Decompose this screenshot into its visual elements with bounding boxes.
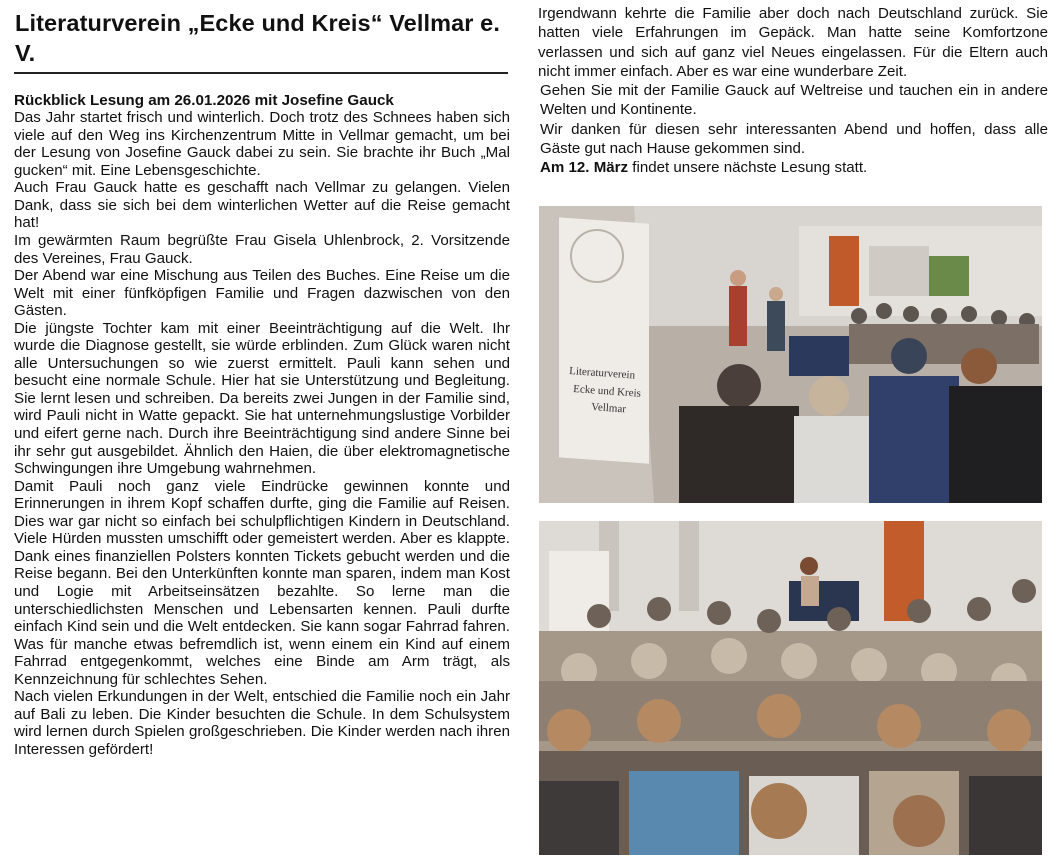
paragraph-travel: Damit Pauli noch ganz viele Eindrücke gewinnen konnte und Erinnerungen in ihrem Kopf schaffen durfte, ging die Familie auf Reisen. Dies war gar nicht so einfach bei schulpflichtigen Kindern in Deutschland. Viele Hürden mussten umschifft oder gemeistert werden. Aber es klappte. Dank eines finanziellen Polsters konnten Tickets gebucht werden und die Reise begann. Bei den Unterkünften konnte man sparen, indem man Kost und Logie mit Arbeitseinsätzen bezahlte. So lerne man die unterschiedlichsten Menschen und Lebensarten kennen. Pauli durfte einfach Kind sein und die Welt entdecken. Sie kann sogar Fahrrad fahren. Was für manche etwas befremdlich ist, wenn einem ein Kind auf einem Fahrrad entgegenkommt, welches eine Binde am Arm trägt, als Kennzeichnung für schlechtes Sehen. [14,477,510,688]
paragraph-evening: Der Abend war eine Mischung aus Teilen des Buches. Eine Reise um die Welt mit einer fünfköpfigen Familie und Fragen dazwischen von den Gästen. [14,267,510,320]
next-reading-date: Am 12. März [540,159,629,177]
paragraph-return: Irgendwann kehrte die Familie aber doch nach Deutschland zurück. Sie hatten viele Erfahrungen im Gepäck. Man hatte seine Komfortzone verlassen und sich auf ganz viel Neues eingelassen. Für die Eltern auch nicht immer einfach. Aber es war eine wunderbare Zeit. [538,5,1048,80]
photo-audience-closeup [539,521,1042,855]
paragraph-intro: Das Jahr startet frisch und winterlich. Doch trotz des Schnees haben sich viele auf den Weg ins Kirchenzentrum Mitte in Vellmar gemacht, um bei der Lesung von Josefine Gauck dabei zu sein. Sie brachte ihr Buch „Mal gucken“ mit. Eine Lebensgeschichte. [14,109,510,179]
paragraph-gratitude: Wir danken für diesen sehr interessanten Abend und hoffen, dass alle Gäste gut nach Hause gekommen sind. [540,120,1048,158]
article-body-left [14,109,510,758]
svg-text:Ecke und Kreis: Ecke und Kreis [572,383,642,400]
newsletter-title: Literaturverein „Ecke und Kreis“ Vellmar e. V. [15,10,500,66]
svg-text:Literaturverein: Literaturverein [568,365,636,382]
title-underline [14,72,508,74]
right-column [538,4,1048,178]
left-column [14,8,510,758]
paragraph-welcome: Im gewärmten Raum begrüßte Frau Gisela Uhlenbrock, 2. Vorsitzende des Vereines, Frau Gauck. [14,232,510,267]
article-body-right [538,4,1048,178]
next-reading-text: findet unsere nächste Lesung statt. [628,159,868,177]
paragraph-next-reading [538,158,1048,177]
paragraph-daughter: Die jüngste Tochter kam mit einer Beeinträchtigung auf die Welt. Ihr wurde die Diagnose gestellt, sie würde erblinden. Zum Glück waren nicht alle Untersuchungen so wie zuerst ermittelt. Pauli kann sehen und besucht eine normale Schule. Hier hat sie Unterstützung und Begleitung. Sie lernt lesen und schreiben. Da bereits zwei Jungen in der Familie sind, wird Pauli nicht in Watte gepackt. Sie hat unternehmungslustige Vorbilder und eifert gerne nach. Durch ihre Beeinträchtigung sind andere Sinne bei ihr sehr gut ausgebildet. Ähnlich den Haien, die über elektromagnetische Schwingungen ihre Umgebung wahrnehmen. [14,319,510,478]
svg-text:Vellmar: Vellmar [590,401,627,416]
paragraph-invitation: Gehen Sie mit der Familie Gauck auf Weltreise und tauchen ein in andere Welten und Kontinente. [540,82,1048,119]
paragraph-bali: Nach vielen Erkundungen in der Welt, entschied die Familie noch ein Jahr auf Bali zu leben. Die Kinder besuchten die Schule. In dem Schulsystem wird lernen durch Spielen großgeschrieben. Die Kinder werden nach ihren Interessen gefördert! [14,688,510,758]
photo-reading-room-overview [539,206,1042,503]
paragraph-thanks: Auch Frau Gauck hatte es geschafft nach Vellmar zu gelangen. Vielen Dank, dass sie sich bei dem winterlichen Wetter auf die Reise gemacht hat! [14,179,510,232]
article-heading: Rückblick Lesung am 26.01.2026 mit Josefine Gauck [14,91,394,109]
